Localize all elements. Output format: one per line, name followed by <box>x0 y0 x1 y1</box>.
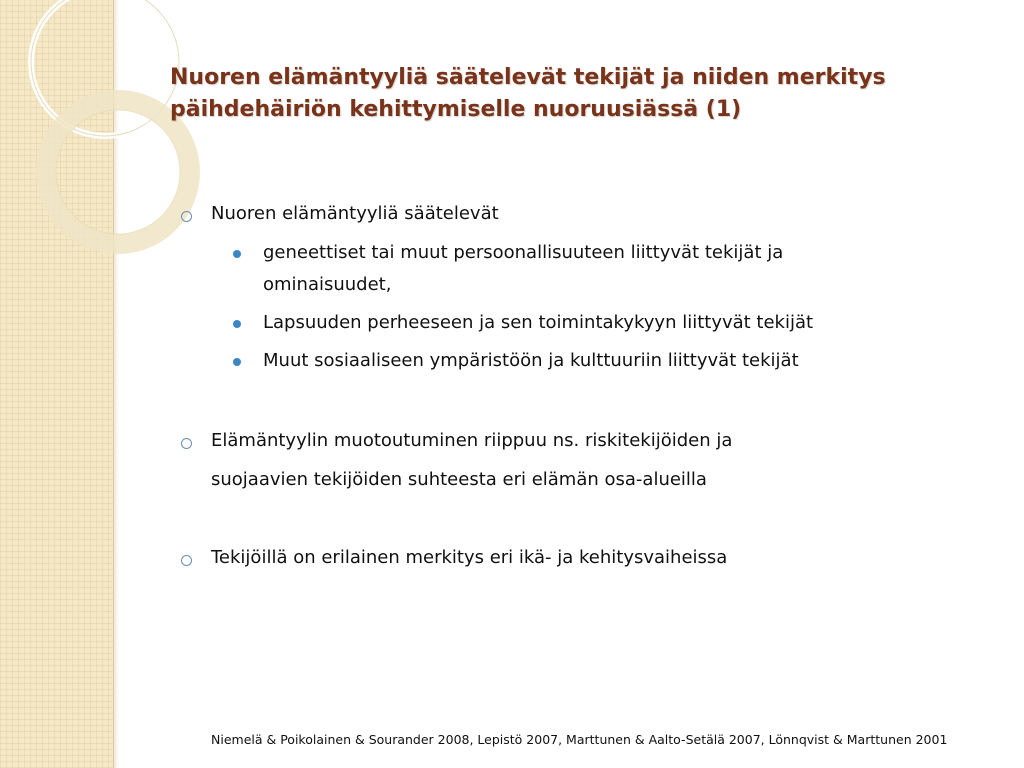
circle-bullet-icon <box>181 555 192 566</box>
slide-title: Nuoren elämäntyyliä säätelevät tekijät ja niiden merkitys päihdehäiriön kehittymiselle nuoruusiässä (1) <box>170 65 886 122</box>
circle-bullet-icon <box>181 438 192 449</box>
sub-bullet-text: geneettiset tai muut persoonallisuuteen liittyvät tekijät ja <box>263 242 784 263</box>
bullet-text: Nuoren elämäntyyliä säätelevät <box>211 203 499 224</box>
bullet-text: suojaavien tekijöiden suhteesta eri elämän osa-alueilla <box>211 469 707 490</box>
bullet-text: Tekijöillä on erilainen merkitys eri ikä- ja kehitysvaiheissa <box>211 547 728 568</box>
sub-bullet-text: ominaisuudet, <box>263 274 392 295</box>
sub-bullet-text: Muut sosiaaliseen ympäristöön ja kulttuuriin liittyvät tekijät <box>263 350 799 371</box>
sub-bullet-text: Lapsuuden perheeseen ja sen toimintakykyyn liittyvät tekijät <box>263 312 814 333</box>
bullet-text: Elämäntyylin muotoutuminen riippuu ns. riskitekijöiden ja <box>211 430 733 451</box>
citation-footer: Niemelä & Poikolainen & Sourander 2008, Lepistö 2007, Marttunen & Aalto-Setälä 2007, Lönnqvist & Marttunen 2001 <box>211 732 948 747</box>
dot-bullet-icon <box>233 358 241 366</box>
circle-bullet-icon <box>181 211 192 222</box>
dot-bullet-icon <box>233 320 241 328</box>
dot-bullet-icon <box>233 250 241 258</box>
